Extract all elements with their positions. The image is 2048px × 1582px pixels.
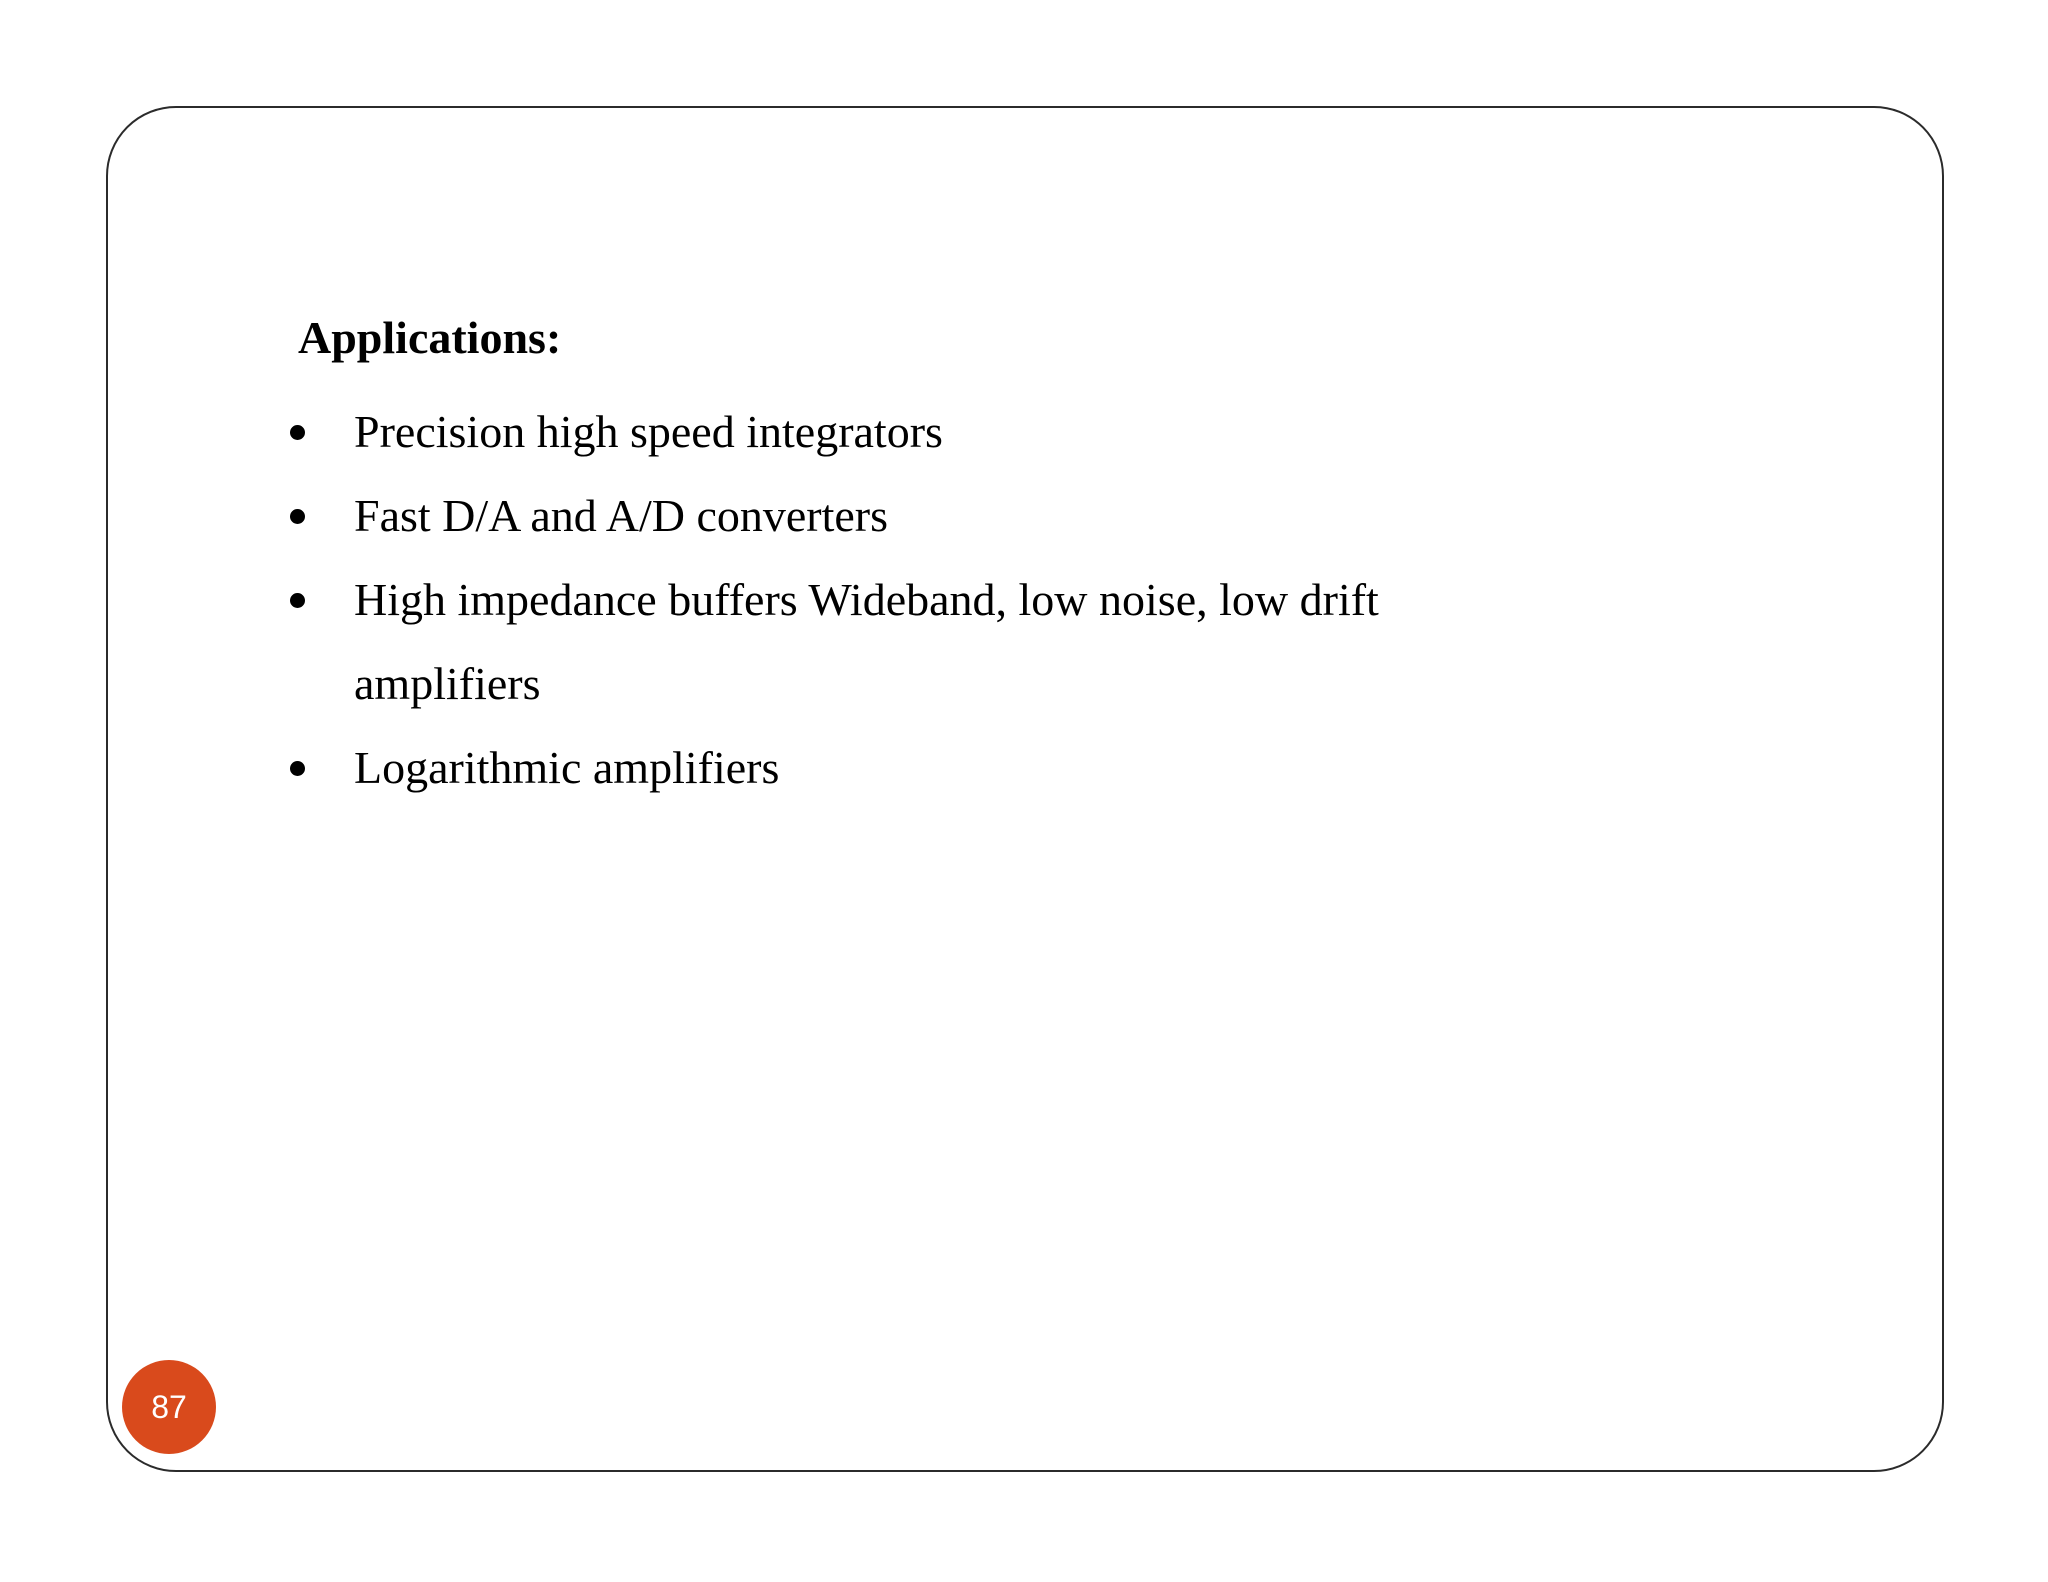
page-number-badge: 87 bbox=[122, 1360, 216, 1454]
applications-heading: Applications: bbox=[298, 312, 562, 363]
bullet-text: High impedance buffers Wideband, low noise, low drift amplifiers bbox=[354, 574, 1379, 709]
list-item bbox=[280, 390, 1480, 474]
bullet-dot-icon bbox=[290, 761, 305, 776]
list-item bbox=[280, 558, 1480, 726]
bullet-dot-icon bbox=[290, 593, 305, 608]
bullet-text: Logarithmic amplifiers bbox=[354, 742, 780, 793]
bullet-text: Precision high speed integrators bbox=[354, 406, 943, 457]
list-item bbox=[280, 726, 1480, 810]
bullet-dot-icon bbox=[290, 425, 305, 440]
applications-list bbox=[280, 390, 1480, 810]
bullet-text: Fast D/A and A/D converters bbox=[354, 490, 889, 541]
bullet-dot-icon bbox=[290, 509, 305, 524]
list-item bbox=[280, 474, 1480, 558]
